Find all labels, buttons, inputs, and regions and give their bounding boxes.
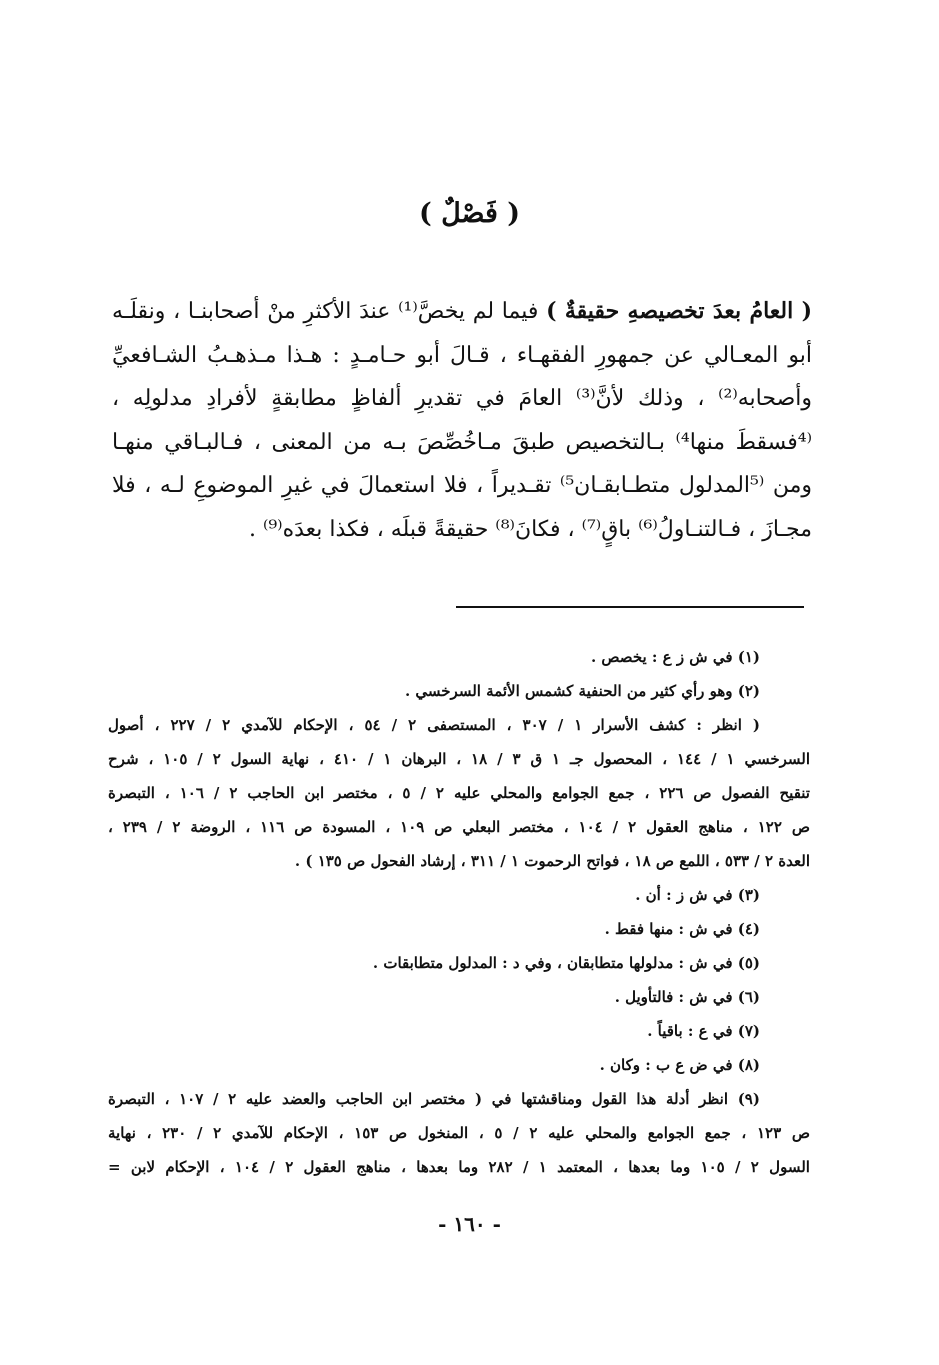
footnote: (٥) في ش : مدلولها متطابقان ، وفي د : المدلول متطابقات . <box>372 954 760 972</box>
footnote-continuation: ص ١٢٢ ، مناهج العقول ٢ / ١٠٤ ، مختصر البعلي ص ١٠٩ ، المسودة ص ١١٦ ، الروضة ٢ / ٢٣٩ ، <box>108 818 810 836</box>
footnote-continuation: العدة ٢ / ٥٣٣ ، اللمع ص ١٨ ، فواتح الرحموت ١ / ٣١١ ، إرشاد الفحول ص ١٣٥ ) . <box>294 852 810 870</box>
footnote: (٩) انظر أدلة هذا القول ومناقشتها في ( مختصر ابن الحاجب والعضد عليه ٢ / ١٠٧ ، التبصرة <box>108 1090 760 1108</box>
footnote: ( انظر : كشف الأسرار ١ / ٣٠٧ ، المستصفى ٢ / ٥٤ ، الإحكام للآمدي ٢ / ٢٢٧ ، أصول <box>108 716 760 734</box>
footnote-continuation: السرخسي ١ / ١٤٤ ، المحصول جـ ١ ق ٣ / ١٨ ، البرهان ١ / ٤١٠ ، نهاية السول ٢ / ١٠٥ ، شرح <box>108 750 810 768</box>
bold-intro: ( العامُ بعدَ تخصيصهِ حقيقةٌ ) <box>546 298 813 324</box>
footnotes <box>108 640 810 1184</box>
main-paragraph <box>112 290 812 551</box>
body-line: منها⁴⁾ بـالتخصيص طبقَ مـاخُصِّصَ بـه من المعنى ، فـالبـاقي منهـا ومن ⁽⁵المدلول <box>112 429 812 498</box>
body-line: وأصحابه⁽²⁾ ، وذلك لأنَّ⁽³⁾ العامَ في تقديرِ ألفاظٍ مطابقةٍ لأفرادِ مدلولِه ، ⁽⁴فسقطَ <box>112 386 813 455</box>
footnote: (٢) وهو رأي كثير من الحنفية كشمس الأئمة السرخسي . <box>404 682 760 700</box>
footnote-separator <box>456 606 804 608</box>
footnote: (٤) في ش : منها فقط . <box>604 920 760 938</box>
body-line: باقٍ⁽⁷⁾ ، فكانَ⁽⁸⁾ حقيقةً قبلَه ، فكذا بعدَه⁽⁹⁾ . <box>248 516 632 542</box>
page-number: - ١٦٠ - <box>438 1212 501 1236</box>
body-line: ونقلَـه أبو المعـالي عن جمهورِ الفقهـاء ، قـالَ أبو حـامـدٍ : هـذا مـذهـبُ الشـافعيِّ <box>112 299 812 368</box>
footnote-continuation: تنقيح الفصول ص ٢٢٦ ، جمع الجوامع والمحلي عليه ٢ / ٥ ، مختصر ابن الحاجب ٢ / ١٠٦ ، التبصرة <box>108 784 810 802</box>
body-line: فيما لم يخصَّ⁽¹⁾ عندَ الأكثرِ منْ أصحابنـا ، <box>173 299 539 324</box>
footnote: (٧) في ع : باقياً . <box>647 1022 760 1040</box>
footnote: (٨) في ض ع ب : وكان . <box>599 1056 760 1074</box>
section-heading: ( فَصْلٌ ) <box>418 198 521 229</box>
body-line: متطـابقـان⁵⁾ تقـديراً ، فلا استعمالَ في غيرِ الموضوعِ لـه ، فلا مجـازَ ، فـالتنـاولُ⁽⁶⁾ <box>112 473 812 542</box>
footnote-continuation: ص ١٢٣ ، جمع الجوامع والمحلي عليه ٢ / ٥ ، المنخول ص ١٥٣ ، الإحكام للآمدي ٢ / ٢٣٠ ، نهاية <box>108 1124 810 1142</box>
footnote: (١) في ش ز ع : يخصص . <box>590 648 760 666</box>
footnote: (٦) في ش : فالتأويل . <box>614 988 760 1006</box>
footnote: (٣) في ش ز : أن . <box>635 886 760 904</box>
footnote-continuation: السول ٢ / ١٠٥ وما بعدها ، المعتمد ١ / ٢٨٢ وما بعدها ، مناهج العقول ٢ / ١٠٤ ، الإحكام لابن = <box>108 1158 810 1176</box>
